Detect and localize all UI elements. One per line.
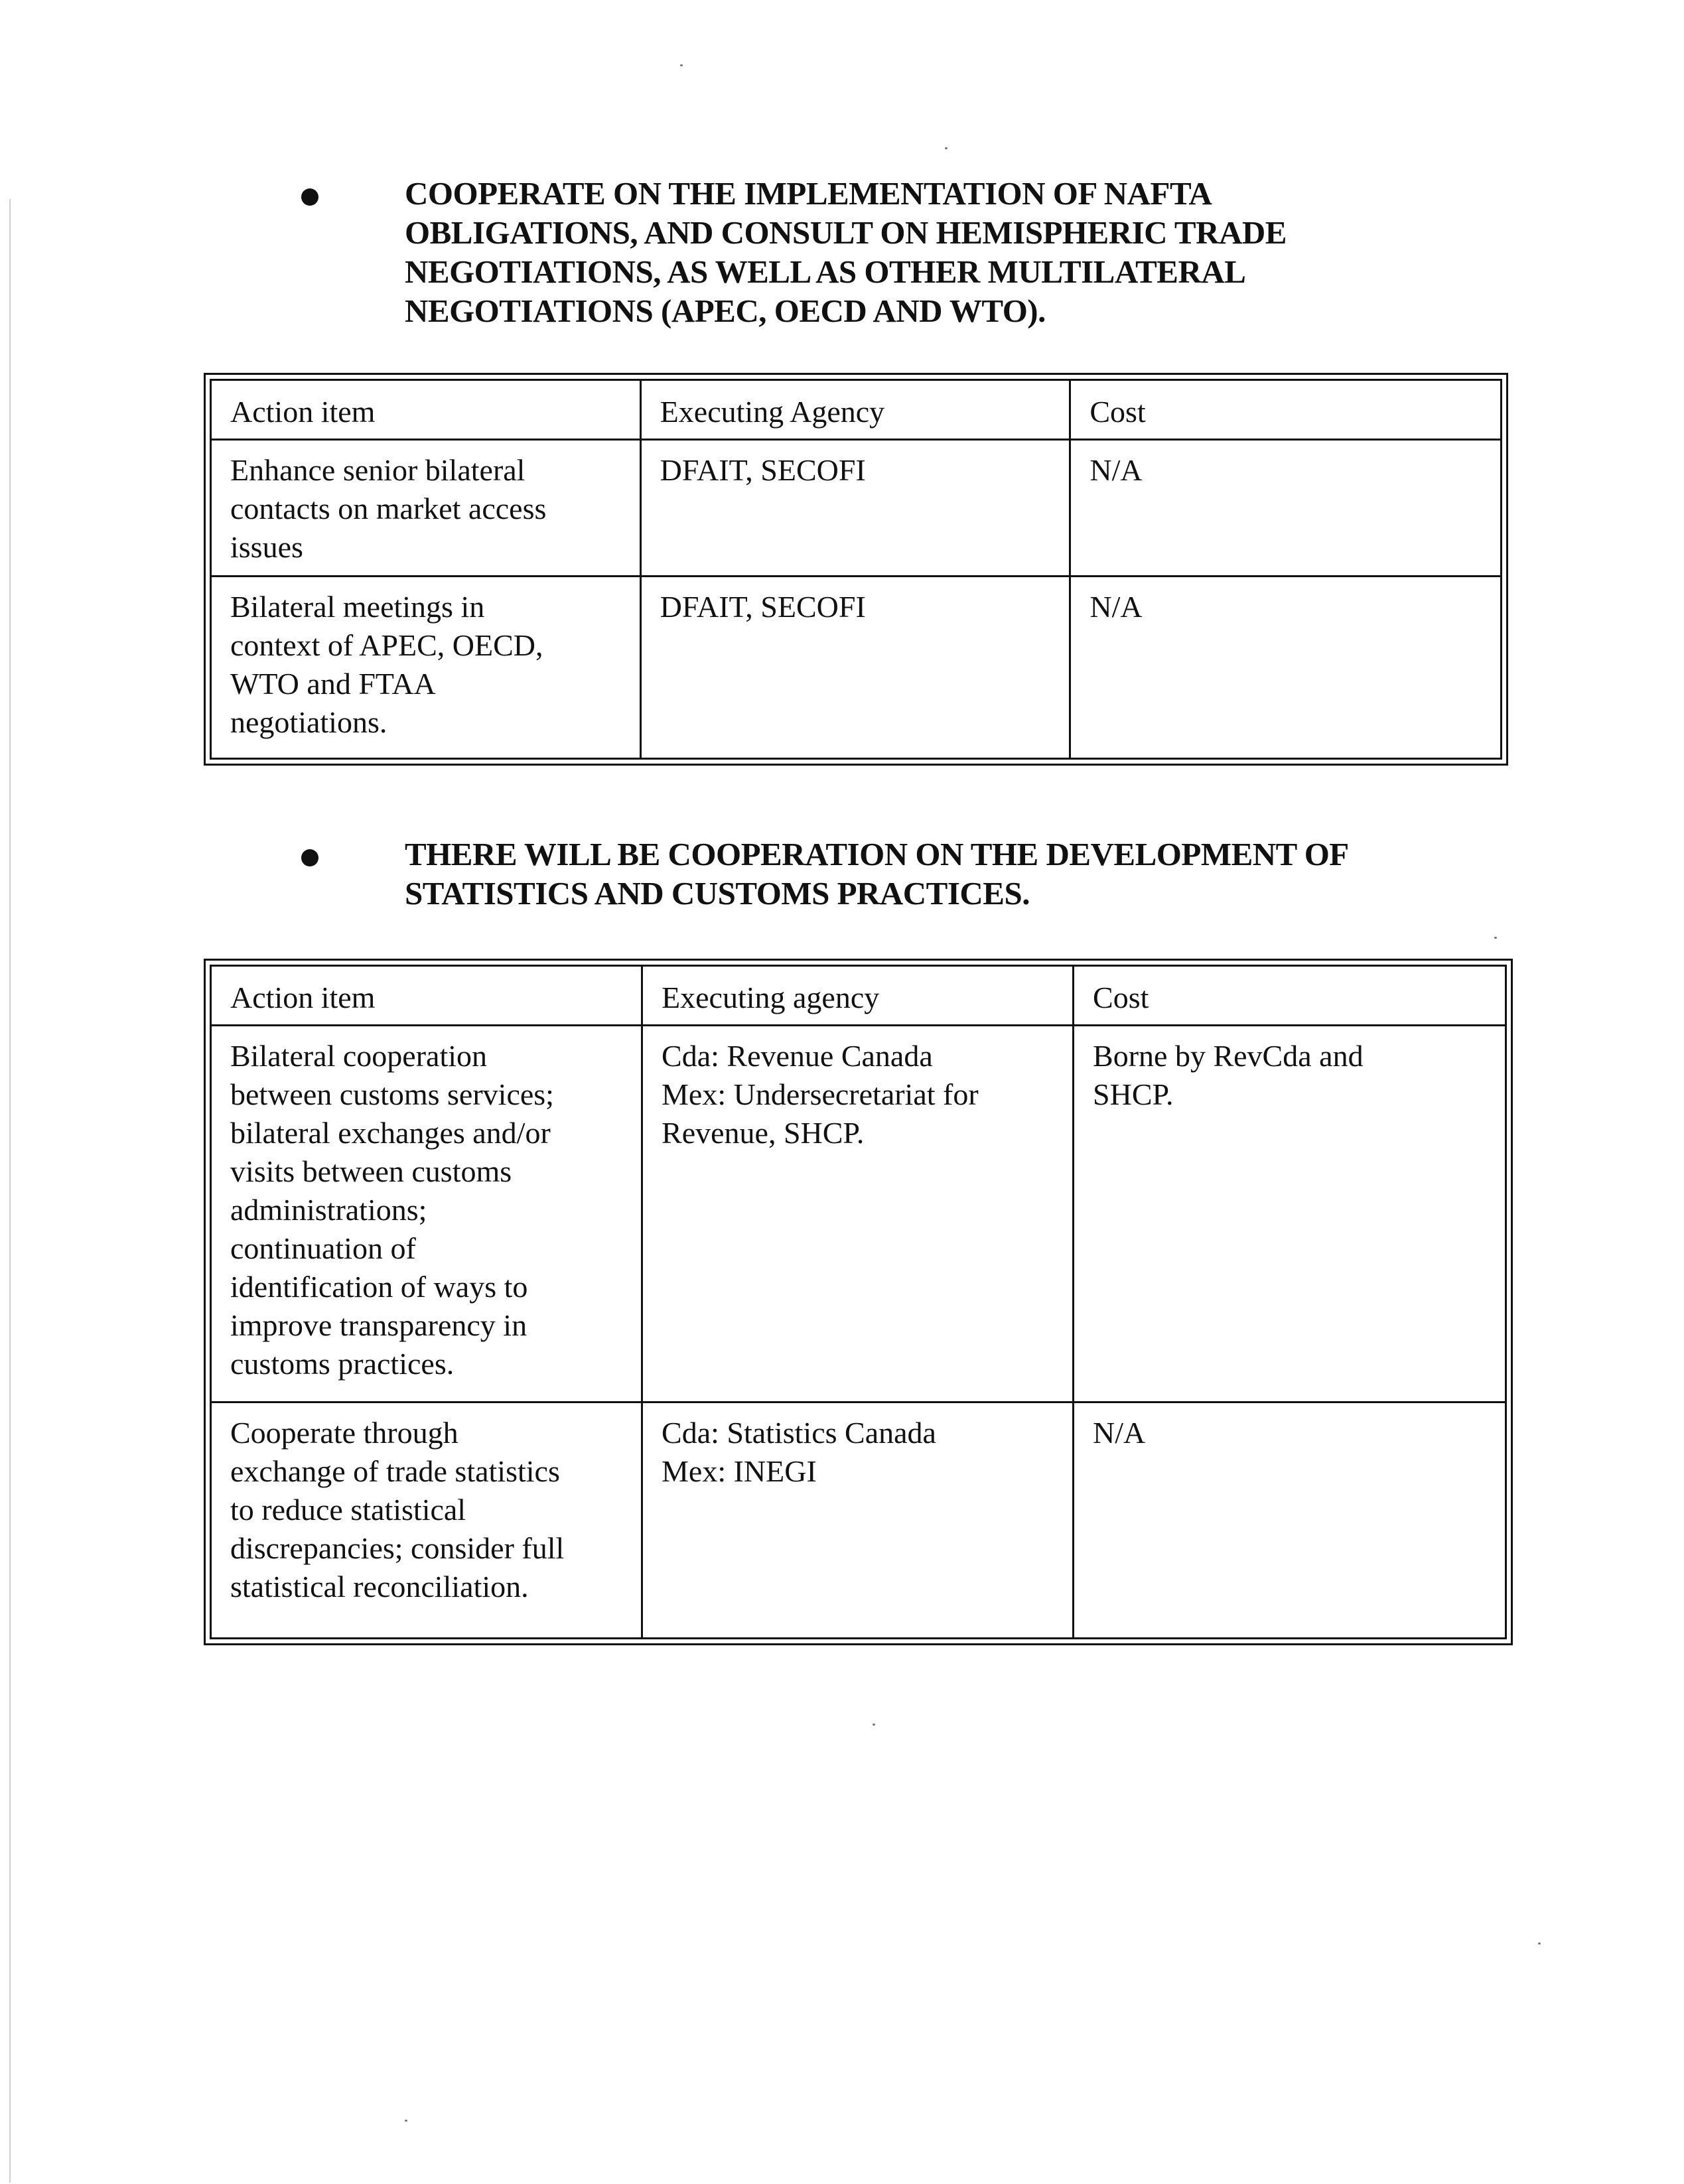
cell-line: bilateral exchanges and/or	[230, 1116, 551, 1150]
table-row	[211, 1402, 1506, 1639]
heading-text	[405, 835, 1500, 913]
cell-line: Cda: Revenue Canada	[662, 1039, 933, 1073]
action-table-statistics	[204, 959, 1513, 1645]
cell-line: DFAIT, SECOFI	[660, 590, 866, 624]
cell-line: improve transparency in	[230, 1308, 527, 1342]
column-header-action: Action item	[211, 380, 641, 440]
section-heading-statistics	[305, 835, 1500, 913]
column-header-cost: Cost	[1074, 966, 1506, 1026]
cell-line: DFAIT, SECOFI	[660, 453, 866, 487]
cell-line: Mex: INEGI	[662, 1454, 817, 1488]
table-row	[211, 1026, 1506, 1402]
cell-action	[211, 1402, 642, 1639]
scan-speck	[1538, 1943, 1541, 1945]
section-heading-nafta	[305, 174, 1500, 330]
scan-speck	[945, 147, 947, 149]
cell-cost	[1074, 1026, 1506, 1402]
cell-agency	[642, 1026, 1074, 1402]
cell-line: Cda: Statistics Canada	[662, 1416, 936, 1450]
cell-action	[211, 440, 641, 577]
cell-line: Mex: Undersecretariat for	[662, 1077, 979, 1111]
scan-speck	[680, 64, 683, 66]
cell-line: administrations;	[230, 1193, 427, 1227]
heading-line: NEGOTIATIONS (APEC, OECD AND WTO).	[405, 293, 1046, 329]
scan-edge	[9, 199, 11, 2183]
heading-line: STATISTICS AND CUSTOMS PRACTICES.	[405, 875, 1030, 912]
scan-speck	[873, 1724, 875, 1726]
table-row	[211, 440, 1502, 577]
cell-line: N/A	[1089, 453, 1143, 487]
heading-text	[405, 174, 1500, 330]
cell-cost	[1074, 1402, 1506, 1639]
heading-line: OBLIGATIONS, AND CONSULT ON HEMISPHERIC TRADE	[405, 214, 1287, 251]
cell-line: to reduce statistical	[230, 1493, 466, 1527]
cell-line: Borne by RevCda and	[1093, 1039, 1364, 1073]
bullet-icon	[301, 849, 318, 866]
cell-line: visits between customs	[230, 1154, 512, 1188]
table-header-row	[211, 380, 1502, 440]
table-row	[211, 577, 1502, 759]
column-header-cost: Cost	[1070, 380, 1502, 440]
cell-action	[211, 1026, 642, 1402]
cell-line: issues	[230, 530, 303, 564]
cell-line: Enhance senior bilateral	[230, 453, 526, 487]
scan-speck	[1494, 937, 1497, 939]
column-header-agency: Executing Agency	[640, 380, 1070, 440]
cell-line: contacts on market access	[230, 492, 547, 525]
cell-line: N/A	[1089, 590, 1143, 624]
heading-line: THERE WILL BE COOPERATION ON THE DEVELOPMENT OF	[405, 836, 1349, 872]
cell-line: negotiations.	[230, 705, 387, 739]
bullet-icon	[301, 188, 318, 206]
cell-agency	[640, 440, 1070, 577]
column-header-agency: Executing agency	[642, 966, 1074, 1026]
cell-agency	[642, 1402, 1074, 1639]
table-header-row	[211, 966, 1506, 1026]
cell-line: N/A	[1093, 1416, 1146, 1450]
cell-line: statistical reconciliation.	[230, 1570, 529, 1604]
cell-line: Revenue, SHCP.	[662, 1116, 865, 1150]
action-table-nafta	[204, 373, 1508, 766]
cell-line: Bilateral meetings in	[230, 590, 485, 624]
cell-cost	[1070, 440, 1502, 577]
cell-line: between customs services;	[230, 1077, 554, 1111]
cell-line: customs practices.	[230, 1347, 455, 1381]
cell-line: discrepancies; consider full	[230, 1531, 565, 1565]
cell-line: SHCP.	[1093, 1077, 1174, 1111]
cell-line: context of APEC, OECD,	[230, 628, 543, 662]
cell-agency	[640, 577, 1070, 759]
cell-line: Bilateral cooperation	[230, 1039, 488, 1073]
heading-line: NEGOTIATIONS, AS WELL AS OTHER MULTILATERAL	[405, 253, 1246, 290]
cell-line: exchange of trade statistics	[230, 1454, 560, 1488]
cell-cost	[1070, 577, 1502, 759]
heading-line: COOPERATE ON THE IMPLEMENTATION OF NAFTA	[405, 175, 1212, 212]
cell-line: Cooperate through	[230, 1416, 458, 1450]
cell-action	[211, 577, 641, 759]
cell-line: identification of ways to	[230, 1270, 528, 1304]
cell-line: continuation of	[230, 1231, 416, 1265]
cell-line: WTO and FTAA	[230, 667, 436, 701]
column-header-action: Action item	[211, 966, 642, 1026]
scan-speck	[405, 2120, 407, 2122]
